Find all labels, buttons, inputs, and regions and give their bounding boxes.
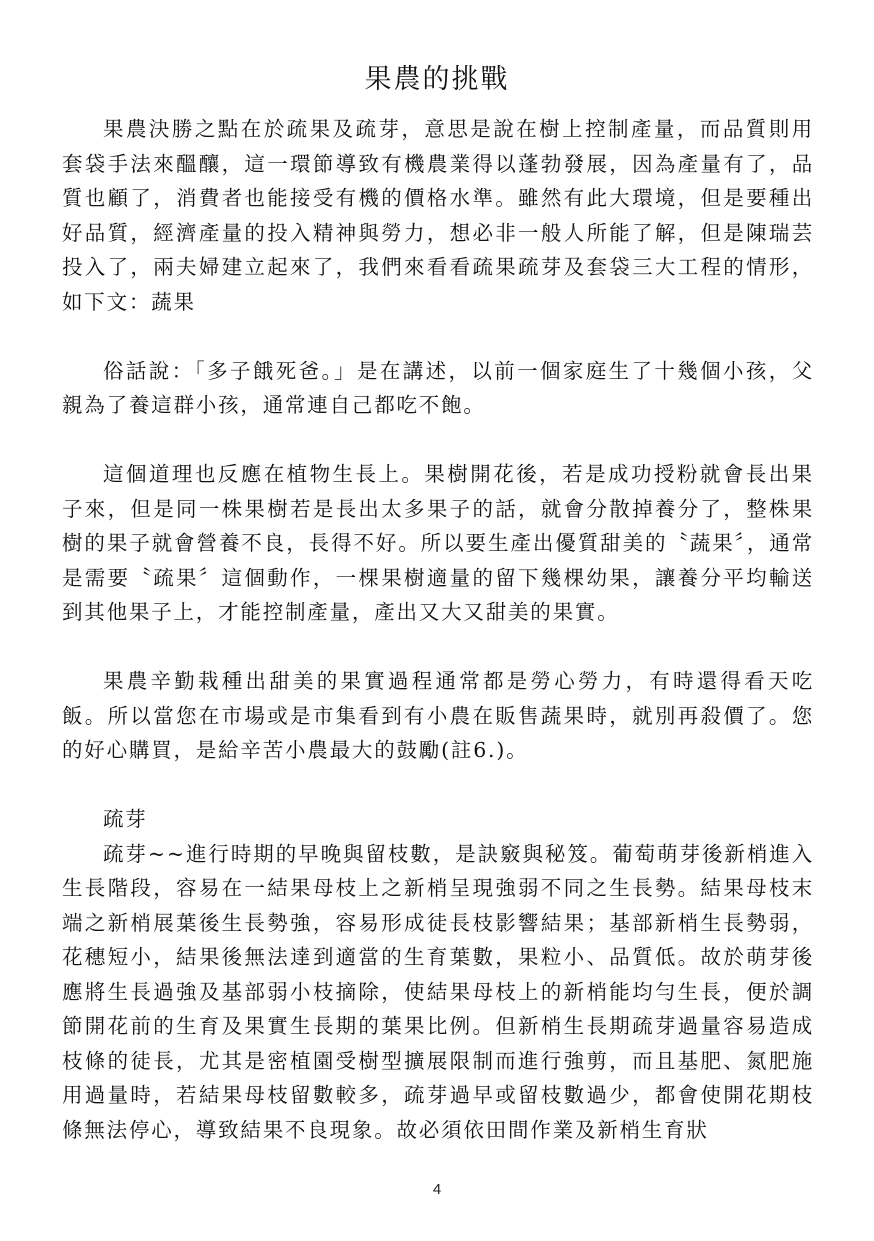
paragraph-spacer — [62, 423, 814, 458]
paragraph-bud-thinning: 疏芽~~進行時期的早晚與留枝數，是訣竅與秘笈。葡萄萌芽後新梢進入生長階段，容易在一結果母枝上之新梢呈現強弱不同之生長勢。結果母枝末端之新梢展葉後生長勢強，容易形成徒長枝影響結果；基部新梢生長勢弱，花穗短小，結果後無法達到適當的生育葉數，果粒小、品質低。故於萌芽後應將生長過強及基部弱小枝摘除，使結果母枝上的新梢能均勻生長，便於調節開花前的生育及果實生長期的葉果比例。但新梢生長期疏芽過量容易造成枝條的徒長，尤其是密植園受樹型擴展限制而進行強剪，而且基肥、氮肥施用過量時，若結果母枝留數較多，疏芽過早或留枝數過少，都會使開花期枝條無法停心，導致結果不良現象。故必須依田間作業及新梢生育狀 — [62, 841, 814, 1142]
paragraph-spacer — [62, 630, 814, 665]
paragraph-intro: 果農決勝之點在於疏果及疏芽，意思是說在樹上控制產量，而品質則用套袋手法來醞釀，這一環節導致有機農業得以蓬勃發展，因為產量有了，品質也顧了，消費者也能接受有機的價格水準。雖然有此大環境，但是要種出好品質，經濟產量的投入精神與勞力，想必非一般人所能了解，但是陳瑞芸投入了，兩夫婦建立起來了，我們來看看疏果疏芽及套袋三大工程的情形，如下文：蔬果 — [62, 117, 814, 314]
paragraph-proverb: 俗話說：「多子餓死爸。」是在講述，以前一個家庭生了十幾個小孩，父親為了養這群小孩，通常連自己都吃不飽。 — [62, 358, 814, 417]
page-number: 4 — [432, 1181, 442, 1198]
document-body — [62, 112, 814, 1147]
paragraph-spacer — [62, 319, 814, 354]
paragraph-spacer — [62, 768, 814, 803]
page-title: 果農的挑戰 — [364, 64, 510, 95]
section-heading-bud-thinning: 疏芽 — [103, 807, 148, 831]
paragraph-farmers: 果農辛勤栽種出甜美的果實過程通常都是勞心勞力，有時還得看天吃飯。所以當您在市場或是市集看到有小農在販售蔬果時，就別再殺價了。您的好心購買，是給辛苦小農最大的鼓勵(註6.)。 — [62, 669, 814, 762]
paragraph-fruit-thinning: 這個道理也反應在植物生長上。果樹開花後，若是成功授粉就會長出果子來，但是同一株果樹若是長出太多果子的話，就會分散掉養分了，整株果樹的果子就會營養不良，長得不好。所以要生產出優質甜美的〝蔬果〞，通常是需要〝疏果〞這個動作，一棵果樹適量的留下幾棵幼果，讓養分平均輸送到其他果子上，才能控制產量，產出又大又甜美的果實。 — [62, 462, 814, 624]
